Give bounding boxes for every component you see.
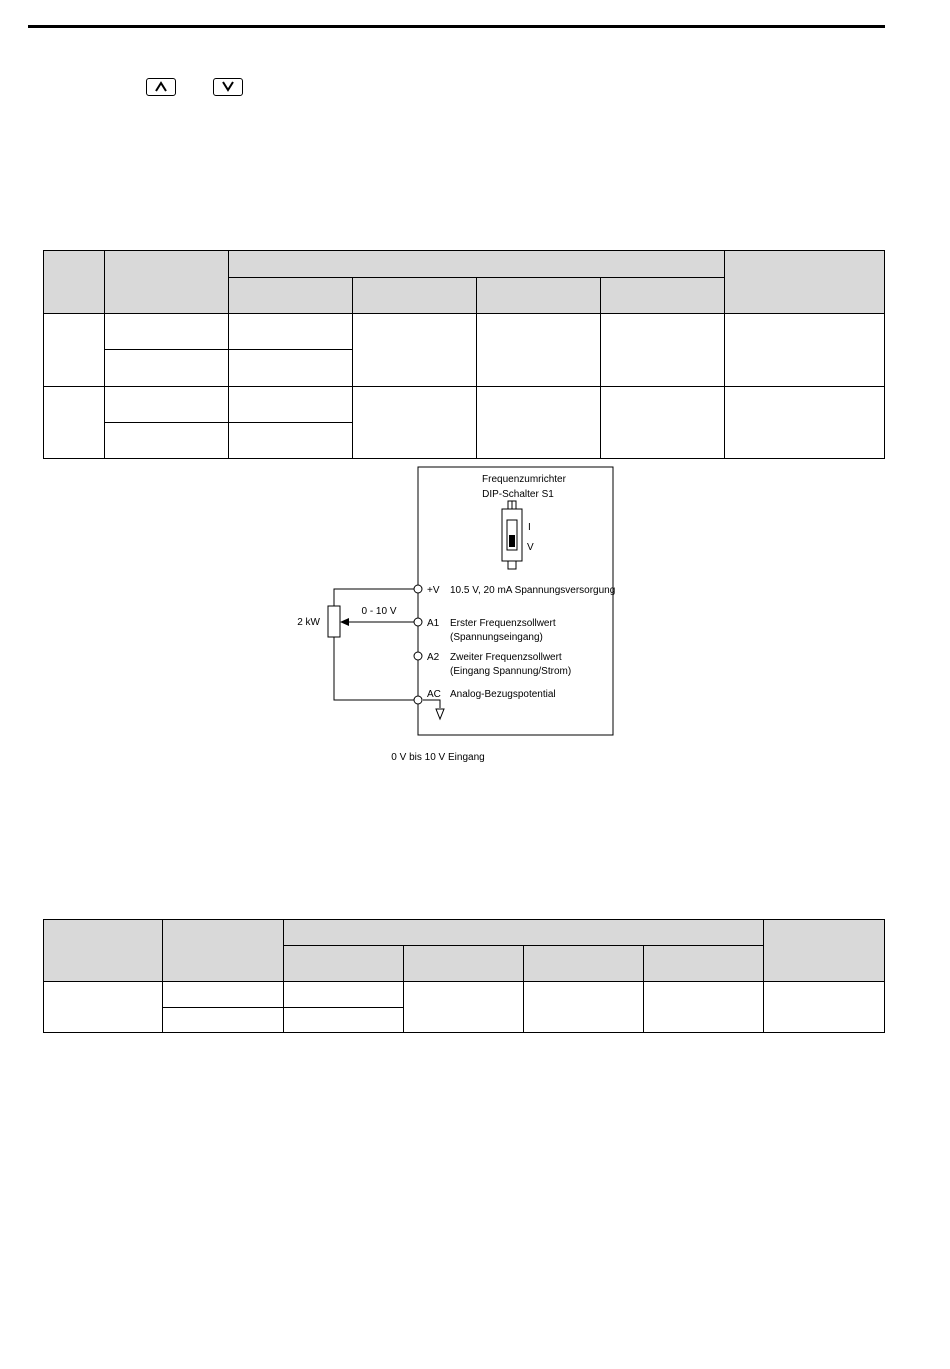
table-2-cell [284, 982, 404, 1008]
device-title: Frequenzumrichter [482, 474, 566, 485]
wire-ac [334, 637, 418, 700]
table-2-header-cell [163, 920, 284, 982]
table-2-cell [644, 982, 764, 1033]
terminal-a1 [414, 618, 422, 626]
terminal-name: A1 [427, 618, 440, 629]
terminal-desc: Erster Frequenzsollwert [450, 618, 556, 629]
wiper-arrow-icon [340, 618, 349, 626]
switch-pos-i: I [528, 522, 531, 533]
table-2-header-cell [44, 920, 163, 982]
terminal-desc: Analog-Bezugspotential [450, 689, 556, 700]
table-2-cell [163, 982, 284, 1008]
table-2-header-cell [404, 946, 524, 982]
table-2-cell [44, 982, 163, 1033]
table-2-header-cell [524, 946, 644, 982]
table-2-header-cell [284, 920, 764, 946]
terminal-name: A2 [427, 652, 440, 663]
table-2-cell [764, 982, 885, 1033]
pot-label: 2 kW [297, 617, 320, 628]
dip-switch-label: DIP-Schalter S1 [482, 489, 554, 500]
switch-pos-v: V [527, 542, 534, 553]
terminal-a2 [414, 652, 422, 660]
table-2-header-cell [284, 946, 404, 982]
terminal-desc: 10.5 V, 20 mA Spannungsversorgung [450, 585, 616, 596]
terminal-name: AC [427, 689, 441, 700]
dip-switch-icon [502, 501, 522, 569]
diagram-caption: 0 V bis 10 V Eingang [391, 752, 485, 763]
terminal-plus-v [414, 585, 422, 593]
table-2-header-cell [764, 920, 885, 982]
table-2-cell [163, 1008, 284, 1033]
table-2-cell [404, 982, 524, 1033]
signal-label: 0 - 10 V [361, 606, 397, 617]
terminal-ac [414, 696, 422, 704]
table-2-cell [524, 982, 644, 1033]
terminal-desc: Zweiter Frequenzsollwert [450, 652, 562, 663]
ground-icon [423, 700, 444, 719]
table-2-cell [284, 1008, 404, 1033]
terminal-desc-2: (Eingang Spannung/Strom) [450, 666, 572, 677]
terminal-desc-2: (Spannungseingang) [450, 632, 543, 643]
wire-plus-v [334, 589, 418, 606]
potentiometer-icon [328, 606, 340, 637]
terminal-name: +V [427, 585, 440, 596]
table-2-header-cell [644, 946, 764, 982]
table-2 [43, 919, 885, 1033]
